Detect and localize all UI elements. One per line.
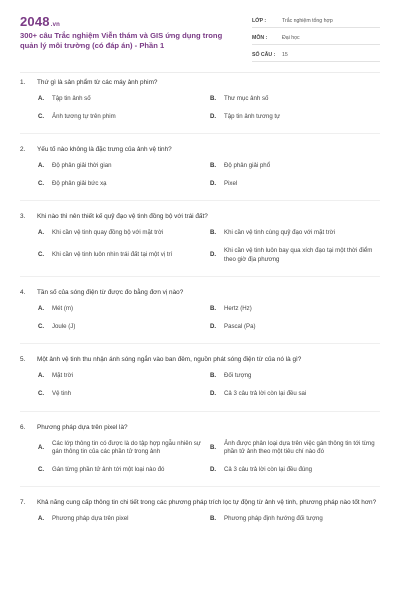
answer-option[interactable]: [38, 180, 206, 189]
option-letter: A.: [38, 229, 45, 237]
option-text: Khi cần vệ tinh quay đồng bộ với mặt trời: [52, 229, 164, 237]
question-item: [0, 212, 400, 264]
meta-value: 15: [282, 51, 288, 58]
option-text: Cả 3 câu trả lời còn lại đều sai: [224, 389, 307, 397]
meta-row-class: [252, 14, 380, 28]
option-text: Ảnh tương tự trên phim: [52, 112, 116, 120]
option-text: Mét (m): [52, 305, 73, 313]
document-title: 300+ câu Trắc nghiệm Viễn thám và GIS ứng dụng trong quản lý môi trường (có đáp án) - Phần 1: [20, 31, 223, 50]
option-letter: A.: [38, 372, 45, 380]
option-letter: A.: [38, 305, 45, 313]
option-grid: [38, 229, 380, 264]
option-grid: [38, 515, 380, 524]
question-number: 7.: [20, 499, 26, 507]
answer-option[interactable]: [38, 466, 206, 475]
question-text: Khả năng cung cấp thông tin chi tiết trong các phương pháp trích lọc tự động từ ảnh vệ tinh, phương pháp nào tốt hơn?: [37, 499, 377, 507]
option-letter: A.: [38, 443, 45, 451]
meta-label: LỚP :: [252, 17, 267, 24]
option-letter: B.: [210, 95, 217, 102]
question-divider: [20, 411, 380, 412]
answer-option[interactable]: [210, 440, 378, 457]
question-divider: [20, 133, 380, 134]
question-item: [0, 355, 400, 398]
option-text: Độ phân giải phổ: [224, 162, 271, 170]
question-list: [0, 78, 400, 524]
option-letter: B.: [210, 372, 217, 380]
answer-option[interactable]: [38, 323, 206, 332]
answer-option[interactable]: [210, 466, 378, 475]
header-divider: [20, 72, 380, 73]
header: [0, 0, 400, 62]
question-title: [20, 423, 380, 432]
question-title: [20, 288, 380, 297]
question-divider: [20, 486, 380, 487]
answer-option[interactable]: [210, 305, 378, 314]
option-text: Pixel: [224, 179, 238, 187]
question-text: Khi nào thì nên thiết kế quỹ đạo vệ tinh đồng bộ với trái đất?: [37, 213, 208, 221]
answer-option[interactable]: [38, 95, 206, 104]
answer-option[interactable]: [210, 323, 378, 332]
option-text: Joule (J): [52, 322, 76, 330]
answer-option[interactable]: [210, 247, 378, 264]
meta-row-count: [252, 48, 380, 62]
question-item: [0, 288, 400, 331]
option-text: Mặt trời: [52, 372, 73, 380]
question-divider: [20, 200, 380, 201]
question-number: 2.: [20, 146, 26, 154]
option-text: Vệ tinh: [52, 389, 71, 397]
option-letter: C.: [38, 389, 45, 397]
option-text: Khi cần vệ tinh luôn nhìn trái đất tại một vị trí: [52, 251, 173, 259]
option-grid: [38, 372, 380, 398]
option-letter: D.: [210, 251, 217, 259]
option-text: Khi cần vệ tinh cùng quỹ đạo với mặt trời: [224, 229, 335, 237]
answer-option[interactable]: [210, 229, 378, 238]
question-title: [20, 78, 380, 87]
option-letter: B.: [210, 305, 217, 313]
question-divider: [20, 343, 380, 344]
option-letter: B.: [210, 162, 217, 170]
question-divider: [20, 276, 380, 277]
option-text: Đối tượng: [224, 372, 252, 380]
option-text: Ảnh được phân loại dựa trên việc gán thông tin tới từng phần tử ảnh theo một tiêu chí nào đó: [224, 439, 375, 456]
answer-option[interactable]: [38, 305, 206, 314]
answer-option[interactable]: [38, 390, 206, 399]
option-grid: [38, 162, 380, 188]
meta-value: Đại học: [282, 34, 300, 41]
answer-option[interactable]: [38, 440, 206, 457]
option-grid: [38, 95, 380, 121]
option-text: Cả 3 câu trả lời còn lại đều đúng: [224, 465, 313, 473]
option-letter: D.: [210, 465, 217, 473]
option-text: Gán từng phần tử ảnh tới một loại nào đó: [52, 465, 165, 473]
answer-option[interactable]: [210, 180, 378, 189]
answer-option[interactable]: [210, 95, 378, 104]
logo-suffix: .vn: [50, 22, 61, 28]
question-number: 4.: [20, 289, 26, 297]
question-text: Yếu tố nào không là đặc trưng của ảnh vệ tinh?: [37, 146, 172, 154]
option-letter: D.: [210, 322, 217, 330]
option-letter: C.: [38, 465, 45, 473]
question-text: Phương pháp dựa trên pixel là?: [37, 423, 128, 431]
option-letter: B.: [210, 515, 217, 523]
option-text: Khi cần vệ tinh luôn bay qua xích đạo tại một thời điểm theo giờ địa phương: [224, 246, 373, 263]
answer-option[interactable]: [38, 247, 206, 264]
question-text: Thứ gì là sản phẩm từ các máy ảnh phim?: [37, 79, 158, 86]
answer-option[interactable]: [38, 515, 206, 524]
question-title: [20, 212, 380, 221]
option-text: Hertz (Hz): [224, 305, 252, 313]
site-logo[interactable]: [20, 14, 60, 29]
question-item: [0, 78, 400, 121]
answer-option[interactable]: [210, 515, 378, 524]
answer-option[interactable]: [38, 113, 206, 122]
question-text: Tần số của sóng điện từ được đo bằng đơn vị nào?: [37, 289, 184, 297]
answer-option[interactable]: [210, 390, 378, 399]
answer-option[interactable]: [38, 162, 206, 171]
option-letter: D.: [210, 112, 217, 120]
option-letter: C.: [38, 322, 45, 330]
question-title: [20, 498, 380, 507]
meta-label: SỐ CÂU :: [252, 51, 276, 58]
option-letter: D.: [210, 179, 217, 187]
question-number: 6.: [20, 423, 26, 431]
option-letter: C.: [38, 179, 45, 187]
option-text: Thư mục ảnh số: [224, 95, 269, 102]
question-title: [20, 355, 380, 364]
answer-option[interactable]: [38, 372, 206, 381]
option-grid: [38, 305, 380, 331]
option-text: Phương pháp định hướng đối tượng: [224, 515, 323, 523]
option-text: Tập tin ảnh số: [52, 95, 91, 102]
answer-option[interactable]: [210, 113, 378, 122]
answer-option[interactable]: [38, 229, 206, 238]
option-letter: D.: [210, 389, 217, 397]
option-letter: C.: [38, 112, 45, 120]
question-item: [0, 498, 400, 524]
option-letter: A.: [38, 95, 45, 102]
option-text: Các lớp thông tin có được là do tập hợp ngẫu nhiên sự gán thông tin của các phần tử trong ảnh: [52, 439, 201, 456]
question-number: 3.: [20, 213, 26, 221]
option-letter: B.: [210, 229, 217, 237]
option-letter: A.: [38, 515, 45, 523]
question-text: Một ảnh vệ tinh thu nhận ánh sóng ngắn vào ban đêm, nguồn phát sóng điện từ của nó là gì?: [37, 356, 302, 364]
question-number: 5.: [20, 356, 26, 364]
logo-text: 2048: [20, 14, 50, 29]
option-letter: A.: [38, 162, 45, 170]
option-text: Độ phân giải thời gian: [52, 162, 112, 170]
option-text: Phương pháp dựa trên pixel: [52, 515, 129, 523]
option-letter: C.: [38, 251, 45, 259]
meta-panel: [252, 14, 380, 65]
answer-option[interactable]: [210, 162, 378, 171]
answer-option[interactable]: [210, 372, 378, 381]
question-number: 1.: [20, 79, 26, 86]
option-letter: B.: [210, 443, 217, 451]
meta-value: Trắc nghiệm tổng hợp: [282, 17, 333, 24]
question-item: [0, 145, 400, 188]
option-text: Độ phân giải bức xạ: [52, 179, 107, 187]
meta-label: MÔN :: [252, 34, 268, 41]
question-title: [20, 145, 380, 154]
option-text: Tập tin ảnh tương tự: [224, 112, 281, 120]
option-text: Pascal (Pa): [224, 322, 256, 330]
question-item: [0, 423, 400, 475]
meta-row-subject: [252, 31, 380, 45]
option-grid: [38, 440, 380, 475]
